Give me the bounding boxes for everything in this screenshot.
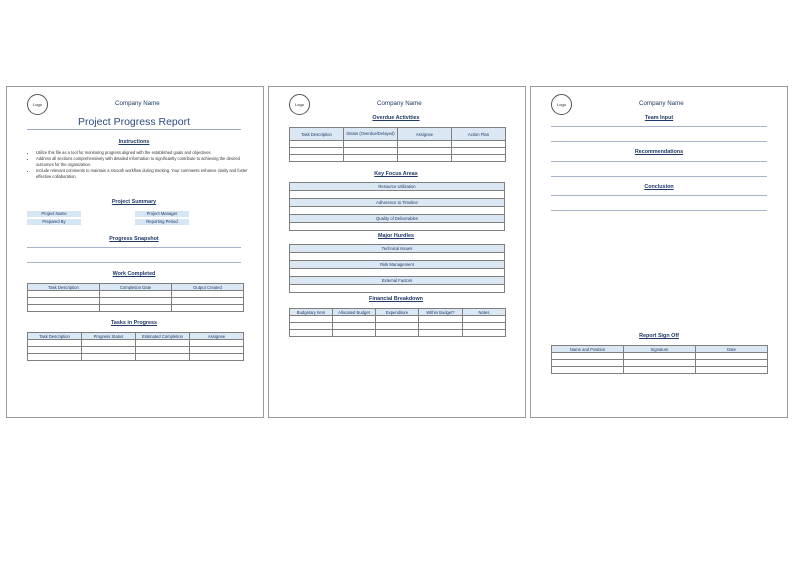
logo-placeholder: Logo [27,94,48,115]
table-cell[interactable] [290,323,333,330]
hurdle-label: Technical Issues [290,245,505,253]
column-header: Assignee [190,333,244,340]
conclusion-heading: Conclusion [644,184,674,190]
table-cell[interactable] [696,353,768,360]
table-cell[interactable] [100,291,172,298]
table-cell[interactable] [190,347,244,354]
table-cell[interactable] [136,347,190,354]
instruction-item: • Address all sections comprehensively with detailed information to significantly contribute to achieving the desired outcomes for the organization. [36,156,252,168]
table-cell[interactable] [624,360,696,367]
table-cell[interactable] [28,305,100,312]
company-name: Company Name [377,100,422,107]
table-cell[interactable] [290,223,505,231]
work-completed-heading: Work Completed [112,271,156,277]
table-cell[interactable] [28,347,82,354]
table-cell[interactable] [82,340,136,347]
table-cell[interactable] [290,207,505,215]
table-cell[interactable] [344,155,398,162]
work-completed-table [27,283,244,312]
focus-area-label: Resource Utilization [290,183,505,191]
snapshot-line[interactable] [27,262,241,263]
tasks-in-progress-heading: Tasks in Progress [110,320,158,326]
table-cell[interactable] [398,155,452,162]
column-header: Estimated Completion [136,333,190,340]
column-header: Date [696,346,768,353]
table-cell[interactable] [100,305,172,312]
table-cell[interactable] [696,360,768,367]
sign-off-table [551,345,768,374]
conclusion-line[interactable] [551,195,767,196]
reporting-period-field[interactable]: Reporting Period [135,219,189,225]
instructions-list [27,150,252,180]
table-cell[interactable] [624,367,696,374]
table-cell[interactable] [172,305,244,312]
table-cell[interactable] [28,291,100,298]
table-cell[interactable] [290,330,333,337]
table-cell[interactable] [290,253,505,261]
table-cell[interactable] [463,316,506,323]
instructions-heading: Instructions [118,139,150,145]
table-cell[interactable] [419,316,463,323]
table-cell[interactable] [136,354,190,361]
table-cell[interactable] [172,298,244,305]
column-header: Allocated Budget [333,309,376,316]
table-cell[interactable] [463,323,506,330]
team-input-line[interactable] [551,141,767,142]
column-header: Action Plan [452,128,506,141]
recommendations-line[interactable] [551,176,767,177]
column-header: Status (Overdue/Delayed) [344,128,398,141]
logo-placeholder: Logo [289,94,310,115]
table-cell[interactable] [419,323,463,330]
table-cell[interactable] [190,340,244,347]
table-cell[interactable] [190,354,244,361]
financial-breakdown-heading: Financial Breakdown [369,296,423,302]
project-summary-heading: Project Summary [111,199,157,205]
table-cell[interactable] [452,141,506,148]
major-hurdles-heading: Major Hurdles [378,233,414,239]
column-header: Output Created [172,284,244,291]
major-hurdles-table [289,244,505,293]
company-name: Company Name [639,100,684,107]
table-cell[interactable] [552,353,624,360]
table-cell[interactable] [376,316,419,323]
overdue-activities-heading: Overdue Activities [372,115,420,121]
table-cell[interactable] [552,360,624,367]
table-cell[interactable] [333,316,376,323]
recommendations-line[interactable] [551,161,767,162]
column-header: Assignee [398,128,452,141]
column-header: Budgetary Item [290,309,333,316]
table-cell[interactable] [344,148,398,155]
table-cell[interactable] [419,330,463,337]
recommendations-heading: Recommendations [634,149,684,155]
team-input-heading: Team Input [644,115,674,121]
key-focus-areas-heading: Key Focus Areas [374,171,418,177]
column-header: Signature [624,346,696,353]
report-sign-off-heading: Report Sign Off [639,333,679,339]
table-cell[interactable] [28,354,82,361]
table-cell[interactable] [82,347,136,354]
column-header: Within Budget? [419,309,463,316]
logo-placeholder: Logo [551,94,572,115]
project-name-field[interactable]: Project Name [27,211,81,217]
table-cell[interactable] [290,148,344,155]
column-header: Expenditure [376,309,419,316]
table-cell[interactable] [290,141,344,148]
table-cell[interactable] [344,141,398,148]
instruction-item: • Utilize this file as a tool for monitoring progress aligned with the established goals and objectives. [36,150,252,156]
table-cell[interactable] [452,148,506,155]
table-cell[interactable] [463,330,506,337]
key-focus-areas-table [289,182,505,231]
column-header: Task Description [290,128,344,141]
table-cell[interactable] [290,191,505,199]
table-cell[interactable] [452,155,506,162]
column-header: Name and Position [552,346,624,353]
table-cell[interactable] [624,353,696,360]
team-input-line[interactable] [551,126,767,127]
column-header: Completion Date [100,284,172,291]
table-cell[interactable] [290,155,344,162]
table-cell[interactable] [398,141,452,148]
report-page-3 [530,86,788,418]
conclusion-line[interactable] [551,210,767,211]
column-header: Progress Status [82,333,136,340]
table-cell[interactable] [376,330,419,337]
column-header: Task Description [28,284,100,291]
table-cell[interactable] [290,316,333,323]
table-cell[interactable] [28,340,82,347]
focus-area-label: Quality of Deliverables [290,215,505,223]
table-cell[interactable] [136,340,190,347]
table-cell[interactable] [28,298,100,305]
column-header: Notes [463,309,506,316]
focus-area-label: Adherence to Timeline [290,199,505,207]
table-cell[interactable] [172,291,244,298]
table-cell[interactable] [398,148,452,155]
project-manager-field[interactable]: Project Manager [135,211,189,217]
table-cell[interactable] [696,367,768,374]
financial-breakdown-table [289,308,506,337]
table-cell[interactable] [82,354,136,361]
company-name: Company Name [115,100,160,107]
progress-snapshot-heading: Progress Snapshot [109,236,159,242]
table-cell[interactable] [290,269,505,277]
hurdle-label: External Factors [290,277,505,285]
overdue-activities-table [289,127,506,162]
hurdle-label: Risk Management [290,261,505,269]
snapshot-line[interactable] [27,247,241,248]
title-divider [27,129,241,130]
table-cell[interactable] [376,323,419,330]
instruction-item: • Include relevant comments to maintain a smooth workflow during tracking. Your comments enhance clarity and foster effective collaboration. [36,168,252,180]
table-cell[interactable] [290,285,505,293]
report-title: Project Progress Report [77,116,191,128]
column-header: Task Description [28,333,82,340]
table-cell[interactable] [100,298,172,305]
report-page-2 [268,86,526,418]
prepared-by-field[interactable]: Prepared By [27,219,81,225]
report-page-1 [6,86,264,418]
table-cell[interactable] [552,367,624,374]
table-cell[interactable] [333,330,376,337]
tasks-in-progress-table [27,332,244,361]
table-cell[interactable] [333,323,376,330]
